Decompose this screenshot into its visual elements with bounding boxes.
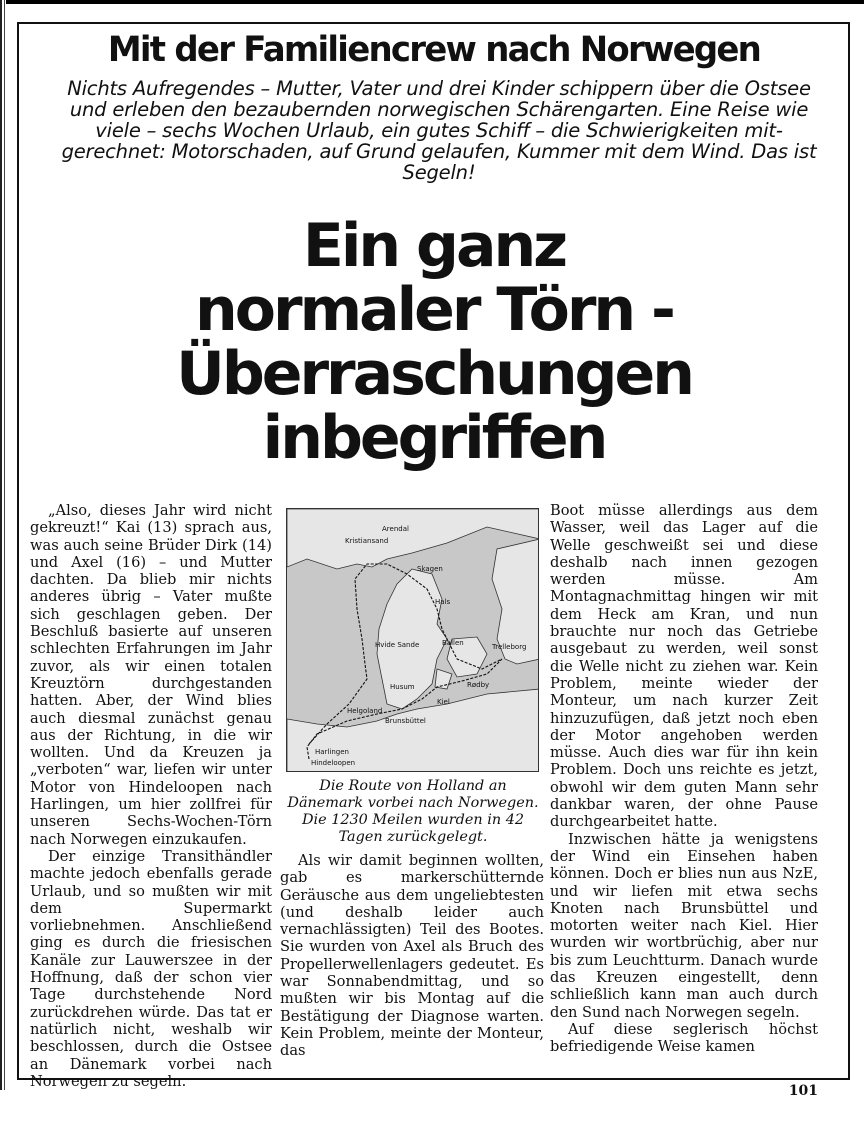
column-2 xyxy=(280,852,544,1060)
paragraph: Als wir damit beginnen wollten, gab es markerschütternde Geräusche aus dem ungeliebtesten (und deshalb leider auch vernachlässigten) Teil des Bootes. Sie wurden von Axel als Bruch des Propellerwellenlagers gedeutet. Es war Sonnabendmittag, und so mußten wir bis Montag auf die Bestätigung der Diagnose warten. Kein Problem, meinte der Monteur, das xyxy=(280,852,544,1060)
kicker-title: Mit der Familiencrew nach Norwegen xyxy=(107,30,761,70)
map-label-harlingen: Harlingen xyxy=(315,748,349,756)
headline xyxy=(39,211,829,473)
map-label-helgoland: Helgoland xyxy=(347,707,383,715)
headline-line: Ein ganz xyxy=(302,211,566,281)
map-label-husum: Husum xyxy=(390,683,415,691)
scan-edge-left xyxy=(0,0,6,1090)
paragraph: „Also, dieses Jahr wird nicht gekreuzt!“ Kai (13) sprach aus, was auch seine Brüder Dirk (14) und Axel (16) – und Mutter dachten. Da blieb mir nichts anderes übrig – Vater mußte sich geschlagen geben. Der Beschluß basierte auf unseren schlechten Erfahrungen im Jahr zuvor, als wir einen totalen Kreuztörn durchgestanden hatten. Aber, der Wind blies auch diesmal zunächst genau aus der Richtung, in die wir wollten. Und da Kreuzen ja „verboten“ war, liefen wir unter Motor von Hindeloopen nach Harlingen, um hier zollfrei für unseren Sechs-Wochen-Törn nach Norwegen einzukaufen. xyxy=(30,502,272,848)
map-label-kiel: Kiel xyxy=(437,698,450,706)
map-label-ballen: Ballen xyxy=(442,639,464,647)
route-map-graphic xyxy=(287,509,539,772)
intro-text: Nichts Aufregendes – Mutter, Vater und drei Kinder schippern über die Ostsee und erleben den bezaubernden norwegischen Schärengarten. Eine Reise wie viele – sechs Wochen Urlaub, ein gutes Schiff – die Schwierigkeiten mit-gerechnet: Motorschaden, auf Grund gelaufen, Kummer mit dem Wind. Das ist Segeln! xyxy=(61,77,817,184)
headline-line: inbegriffen xyxy=(262,403,606,473)
paragraph: Inzwischen hätte ja wenigstens der Wind ein Einsehen haben können. Doch er blies nun aus NzE, und wir liefen mit etwa sechs Knoten nach Brunsbüttel und motorten weiter nach Kiel. Hier wurden wir wortbrüchig, aber nur bis zum Leuchtturm. Danach wurde das Kreuzen eingestellt, denn schließlich kann man auch durch den Sund nach Norwegen segeln. xyxy=(550,830,818,1021)
paragraph: Der einzige Transithändler machte jedoch ebenfalls gerade Urlaub, und so mußten wir mit dem Supermarkt vorliebnehmen. Anschließend ging es durch die friesischen Kanäle zur Lauwerszee in der Hoffnung, daß der schon vier Tage durchstehende Nord zurückdrehen würde. Das tat er natürlich nicht, weshalb wir beschlossen, durch die Ostsee an Dänemark vorbei nach Norwegen zu segeln. xyxy=(30,847,272,1090)
column-1 xyxy=(30,502,272,1090)
map-label-hvide-sande: Hvide Sande xyxy=(375,641,420,649)
map-caption: Die Route von Holland an Dänemark vorbei nach Norwegen. Die 1230 Meilen wurden in 42 Tagen zurückgelegt. xyxy=(287,778,539,845)
map-label-arendal: Arendal xyxy=(382,525,409,533)
map-label-brunsbuttel: Brunsbüttel xyxy=(385,717,426,725)
route-map xyxy=(286,508,539,772)
map-label-skagen: Skagen xyxy=(417,565,443,573)
map-label-hindeloopen: Hindeloopen xyxy=(311,759,356,767)
map-label-rodby: Rødby xyxy=(467,681,490,689)
paragraph: Boot müsse allerdings aus dem Wasser, weil das Lager auf die Welle geschweißt sei und diese deshalb nach innen gezogen werden müsse. Am Montagnachmittag hingen wir mit dem Heck am Kran, und nun brauchte nur noch das Getriebe ausgebaut zu werden, weil sonst die Welle nicht zu ziehen war. Kein Problem, meinte wieder der Monteur, um nach kurzer Zeit hinzuzufügen, daß jetzt noch eben der Motor angehoben werden müsse. Auch dies war für ihn kein Problem. Doch uns reichte es jetzt, obwohl wir dem guten Mann sehr dankbar waren, der ohne Pause durchgearbeitet hatte. xyxy=(550,502,818,831)
map-label-trelleborg: Trelleborg xyxy=(492,643,527,651)
headline-line: Überraschungen xyxy=(176,339,692,409)
map-label-kristiansand: Kristiansand xyxy=(345,537,389,545)
map-label-hals: Hals xyxy=(435,598,451,606)
column-3 xyxy=(550,502,818,1056)
headline-line: normaler Törn - xyxy=(195,275,673,345)
paragraph: Auf diese seglerisch höchst befriedigende Weise kamen xyxy=(550,1020,818,1056)
scan-edge-top xyxy=(0,0,864,4)
page-number: 101 xyxy=(788,1083,818,1099)
